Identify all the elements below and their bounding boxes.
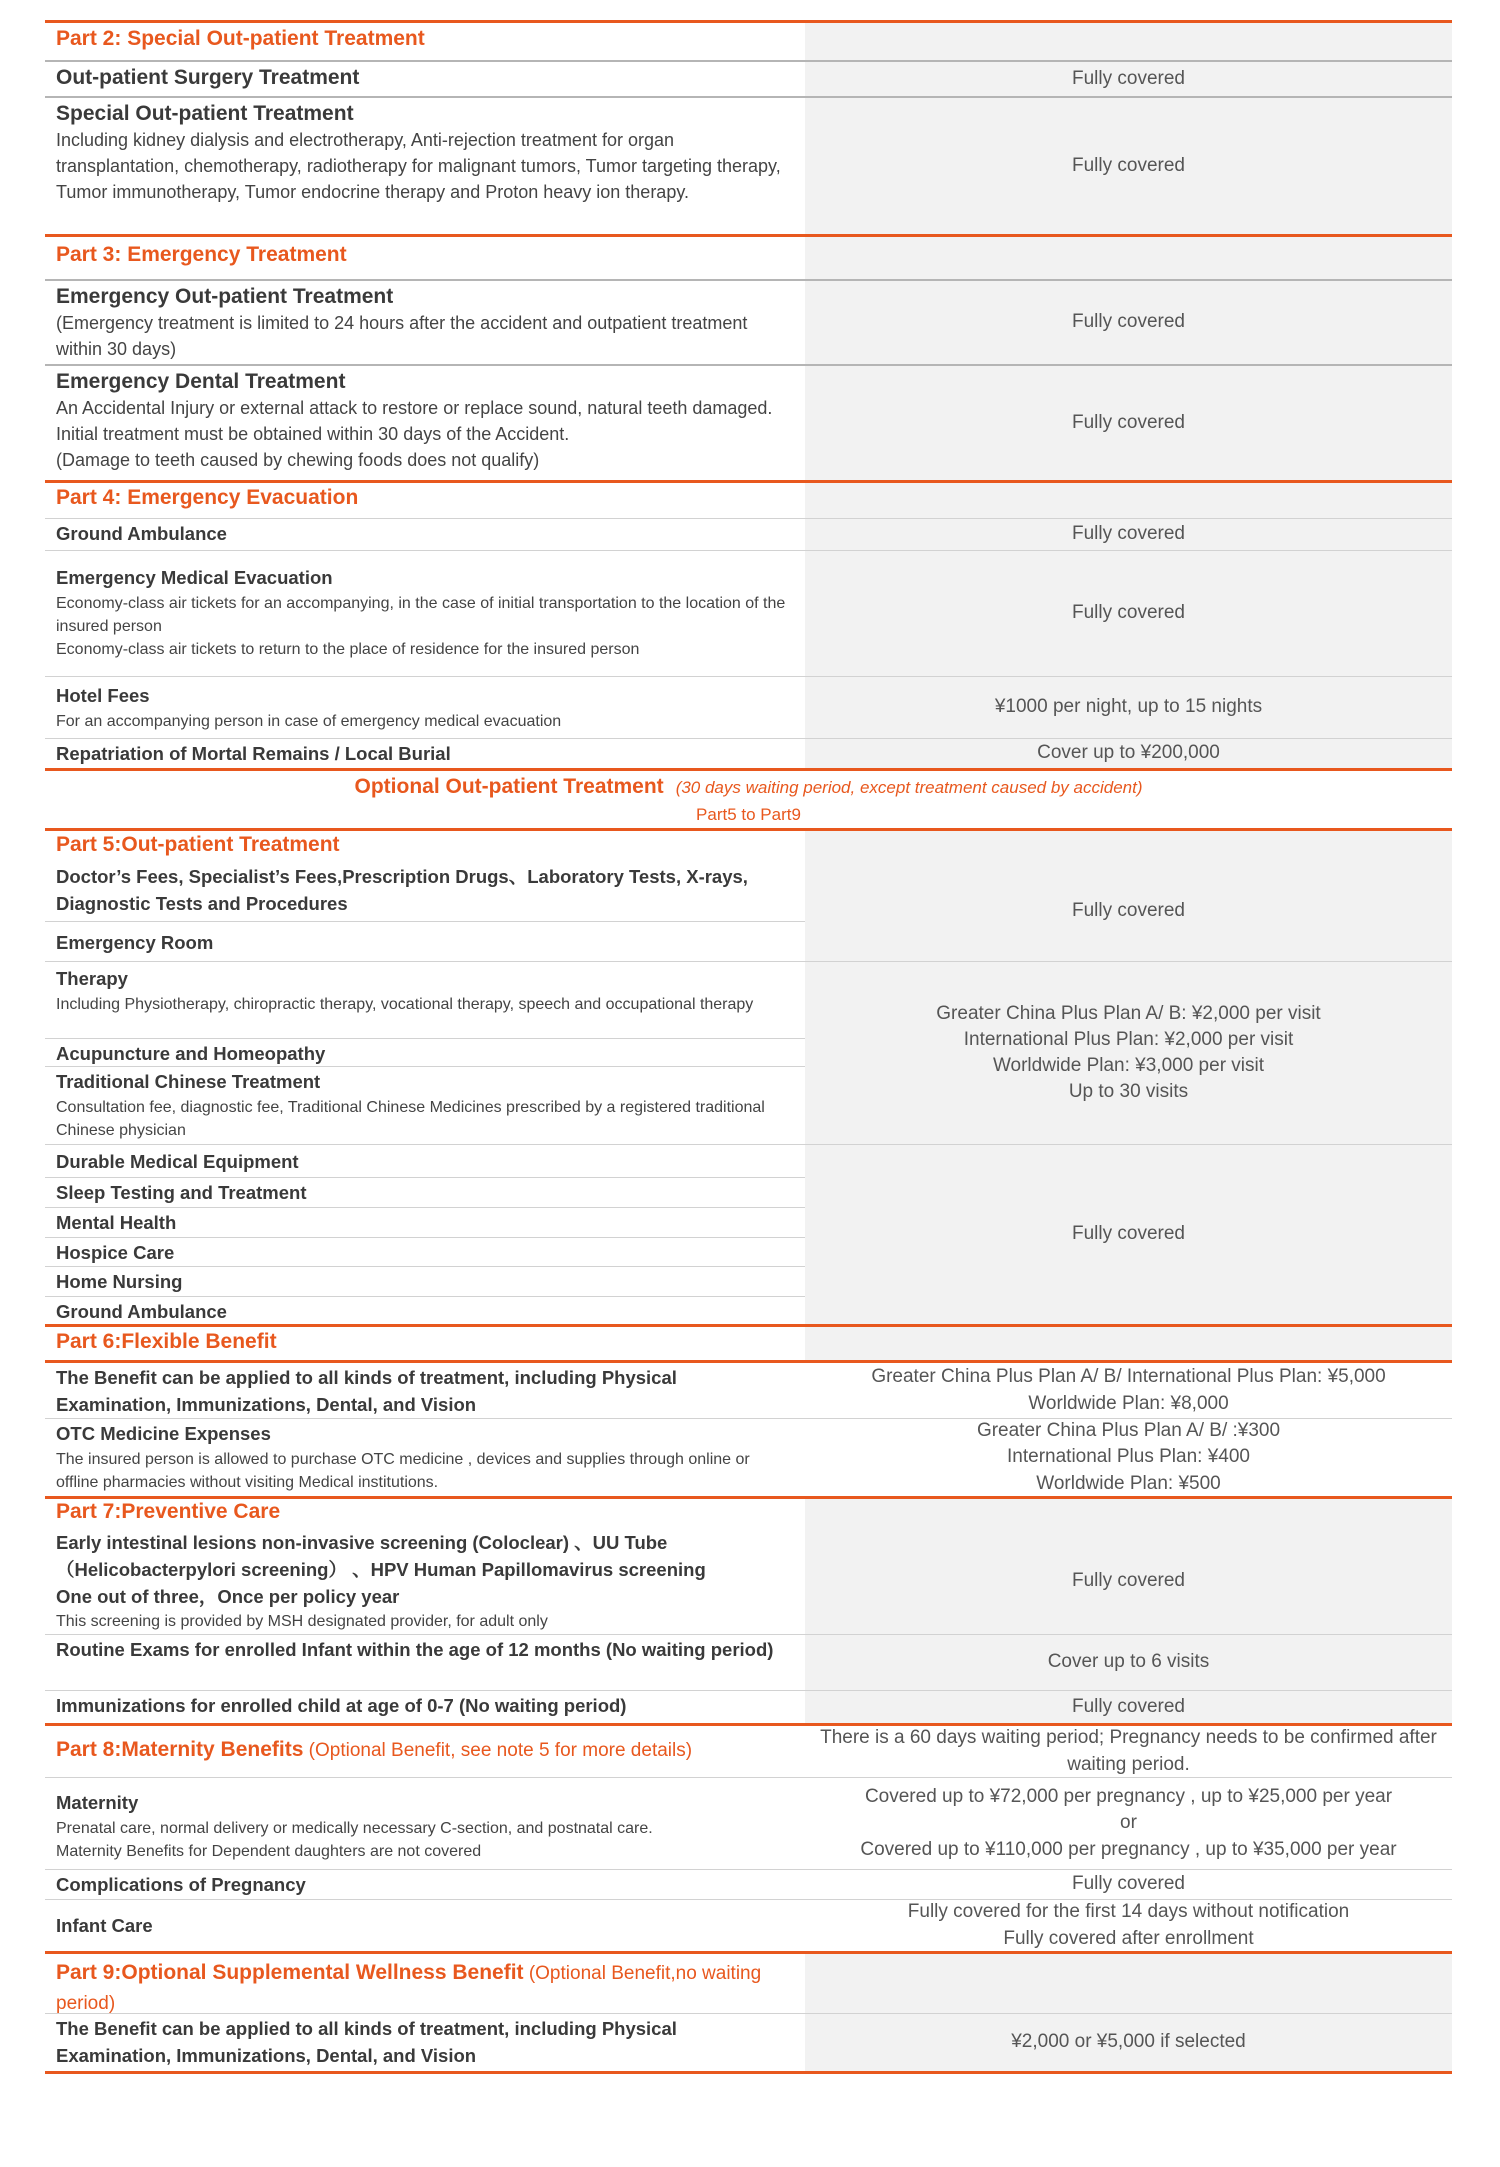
optional-subtitle: Part5 to Part9 [696, 805, 801, 824]
row-description: (Emergency treatment is limited to 24 hours after the accident and outpatient treatment within 30 days) [56, 313, 748, 360]
section-title: Part 6:Flexible Benefit [56, 1330, 277, 1353]
row-title: One out of three，Once per policy year [56, 1585, 400, 1607]
row-description: An Accidental Injury or external attack to restore or replace sound, natural teeth damaged. Initial treatment must be obtained within 30 days of the Accident. [56, 398, 773, 445]
table-row [45, 1418, 1452, 1496]
row-value: Up to 30 visits [1068, 1081, 1189, 1103]
benefits-table [45, 20, 1452, 2074]
row-title: Early intestinal lesions non-invasive screening (Coloclear) 、UU Tube [56, 1532, 668, 1553]
section-title: Part 3: Emergency Treatment [56, 243, 347, 266]
table-row-group [45, 961, 1452, 1144]
row-value: Fully covered [805, 98, 1452, 234]
row-value: or [1120, 1812, 1137, 1834]
section-value-cell [805, 23, 1452, 60]
optional-note: (30 days waiting period, except treatment caused by accident) [675, 778, 1143, 797]
row-description: Consultation fee, diagnostic fee, Traditional Chinese Medicines prescribed by a registered traditional Chinese physician [56, 1098, 765, 1139]
row-value: International Plus Plan: ¥2,000 per visit [963, 1028, 1294, 1050]
row-value: Fully covered for the first 14 days without notification [907, 1901, 1350, 1923]
row-description: For an accompanying person in case of emergency medical evacuation [56, 712, 562, 730]
section-part3-header [45, 234, 1452, 279]
row-title: Immunizations for enrolled child at age of 0-7 (No waiting period) [56, 1695, 627, 1716]
section-title [45, 1726, 805, 1777]
row-value: Worldwide Plan: ¥3,000 per visit [992, 1055, 1265, 1076]
row-title: Repatriation of Mortal Remains / Local Burial [56, 743, 451, 764]
optional-outpatient-banner [45, 768, 1452, 828]
row-value: Fully covered [805, 62, 1452, 96]
row-title: Doctor’s Fees, Specialist’s Fees,Prescription Drugs、Laboratory Tests, X-rays, Diagnostic Tests and Procedures [45, 862, 805, 922]
row-title: OTC Medicine Expenses [56, 1423, 271, 1444]
row-description: (Damage to teeth caused by chewing foods does not qualify) [56, 450, 540, 471]
section-title: Part 4: Emergency Evacuation [56, 486, 359, 509]
section-part6-header [45, 1324, 1452, 1360]
row-title: Routine Exams for enrolled Infant within the age of 12 months (No waiting period) [56, 1639, 774, 1660]
row-title: Ground Ambulance [56, 523, 227, 544]
table-row [45, 1777, 1452, 1869]
table-row [45, 1899, 1452, 1951]
table-row [45, 676, 1452, 738]
section-note: (Optional Benefit, see note 5 for more details) [303, 1740, 693, 1761]
table-row [45, 60, 1452, 96]
section-value-cell [805, 237, 1452, 279]
section-value-cell [805, 483, 1452, 518]
section-part9-header [45, 1951, 1452, 2013]
row-title: Home Nursing [45, 1267, 805, 1297]
table-row [45, 2013, 1452, 2071]
row-value: ¥2,000 or ¥5,000 if selected [805, 2014, 1452, 2071]
section-title: Part 5:Out-patient Treatment [56, 833, 340, 856]
row-description: Economy-class air tickets for an accompanying, in the case of initial transportation to the location of the insured person [56, 594, 786, 635]
section-title: Part 7:Preventive Care [56, 1500, 281, 1523]
section-part8-header [45, 1723, 1452, 1777]
table-row [45, 1634, 1452, 1690]
section-value-cell [805, 1327, 1452, 1360]
table-row-group [45, 1144, 1452, 1324]
row-title: Infant Care [56, 1915, 153, 1936]
row-title: Emergency Room [56, 932, 214, 953]
row-value-list [805, 962, 1452, 1144]
row-title: Maternity [56, 1792, 139, 1813]
section-value-cell [805, 1954, 1452, 2013]
row-value: Fully covered [805, 281, 1452, 364]
table-bottom-border [45, 2071, 1452, 2074]
row-title: Emergency Medical Evacuation [56, 567, 333, 588]
row-value: Greater China Plus Plan A/ B/ International Plus Plan: ¥5,000 [871, 1366, 1386, 1388]
row-title: Ground Ambulance [56, 1301, 227, 1322]
row-description: Including Physiotherapy, chiropractic therapy, vocational therapy, speech and occupational therapy [56, 995, 754, 1013]
table-row [45, 738, 1452, 768]
row-value: Fully covered [805, 519, 1452, 550]
row-title: Hospice Care [45, 1238, 805, 1267]
row-title: Hotel Fees [56, 685, 150, 706]
row-description: Economy-class air tickets to return to the place of residence for the insured person [56, 641, 640, 659]
table-row [45, 1690, 1452, 1723]
row-description: Maternity Benefits for Dependent daughters are not covered [56, 1843, 482, 1860]
row-value-list [805, 1419, 1452, 1496]
section-part7-header [45, 1496, 1452, 1528]
row-title: Emergency Dental Treatment [56, 370, 346, 393]
table-row [45, 1869, 1452, 1899]
row-value: Greater China Plus Plan A/ B/ :¥300 [976, 1420, 1281, 1442]
section-title-text: Part 9:Optional Supplemental Wellness Benefit [56, 1961, 524, 1984]
section-value-cell [805, 1499, 1452, 1528]
row-title: Durable Medical Equipment [45, 1145, 805, 1178]
row-title: Out-patient Surgery Treatment [56, 66, 360, 89]
row-title: Traditional Chinese Treatment [56, 1071, 321, 1092]
row-title: Therapy [56, 968, 128, 989]
table-row [45, 550, 1452, 676]
table-row [45, 96, 1452, 234]
section-value-cell [805, 831, 1452, 862]
row-value: Fully covered [805, 862, 1452, 961]
row-value: ¥1000 per night, up to 15 nights [805, 677, 1452, 738]
row-value: Worldwide Plan: ¥500 [1036, 1472, 1221, 1494]
table-row [45, 279, 1452, 364]
row-title: Emergency Out-patient Treatment [56, 285, 394, 308]
section-note: (Optional Benefit,no waiting period) [56, 1963, 762, 2014]
row-title: Complications of Pregnancy [56, 1874, 306, 1895]
section-title: Part 2: Special Out-patient Treatment [56, 27, 425, 50]
row-title: The Benefit can be applied to all kinds of treatment, including Physical Examination, Immunizations, Dental, and Vision [56, 1367, 677, 1415]
row-value-list [805, 1900, 1452, 1951]
section-title-text: Part 8:Maternity Benefits [56, 1738, 304, 1761]
row-title: Sleep Testing and Treatment [45, 1178, 805, 1208]
section-part4-header [45, 480, 1452, 518]
section-part2-header [45, 20, 1452, 60]
row-title: （Helicobacterpylori screening） 、HPV Human Papillomavirus screening [56, 1558, 706, 1580]
row-value: Cover up to 6 visits [805, 1635, 1452, 1690]
row-value: Covered up to ¥110,000 per pregnancy , up to ¥35,000 per year [860, 1838, 1397, 1860]
table-row [45, 1528, 1452, 1634]
row-value-list [805, 1363, 1452, 1418]
row-value: Fully covered [805, 366, 1452, 480]
row-value: Covered up to ¥72,000 per pregnancy , up to ¥25,000 per year [864, 1786, 1393, 1808]
table-row-group [45, 862, 1452, 961]
row-title: Special Out-patient Treatment [56, 102, 354, 125]
optional-title-text: Optional Out-patient Treatment [354, 775, 664, 798]
table-row [45, 1360, 1452, 1418]
row-value: Fully covered [805, 551, 1452, 676]
row-value: Cover up to ¥200,000 [805, 739, 1452, 768]
section-title [45, 1954, 805, 2013]
row-title: Acupuncture and Homeopathy [45, 1039, 805, 1067]
row-description: The insured person is allowed to purchase OTC medicine , devices and supplies through online or offline pharmacies without visiting Medical institutions. [56, 1450, 750, 1491]
row-value: Fully covered [805, 1691, 1452, 1723]
row-value: International Plus Plan: ¥400 [1007, 1446, 1250, 1468]
row-value-list [805, 1778, 1452, 1869]
row-description: Including kidney dialysis and electrotherapy, Anti-rejection treatment for organ transplantation, chemotherapy, radiotherapy for malignant tumors, Tumor targeting therapy, Tumor immunotherapy, Tumor endocrine therapy and Proton heavy ion therapy. [56, 130, 781, 203]
table-row [45, 364, 1452, 480]
row-value: There is a 60 days waiting period; Pregnancy needs to be confirmed after waiting period. [805, 1726, 1452, 1777]
row-value: Fully covered after enrollment [1003, 1927, 1254, 1949]
optional-title [45, 775, 1452, 799]
row-description: Prenatal care, normal delivery or medically necessary C-section, and postnatal care. [56, 1819, 653, 1837]
row-value: Fully covered [805, 1870, 1452, 1899]
table-row [45, 518, 1452, 550]
row-description: This screening is provided by MSH designated provider, for adult only [56, 1613, 548, 1631]
row-value: Greater China Plus Plan A/ B: ¥2,000 per visit [936, 1002, 1321, 1024]
row-title: The Benefit can be applied to all kinds of treatment, including Physical Examination, Immunizations, Dental, and Vision [56, 2018, 677, 2066]
row-value: Fully covered [805, 1145, 1452, 1324]
row-value: Worldwide Plan: ¥8,000 [1028, 1392, 1229, 1414]
row-title: Mental Health [45, 1208, 805, 1238]
row-value: Fully covered [805, 1528, 1452, 1634]
section-part5-header [45, 828, 1452, 862]
